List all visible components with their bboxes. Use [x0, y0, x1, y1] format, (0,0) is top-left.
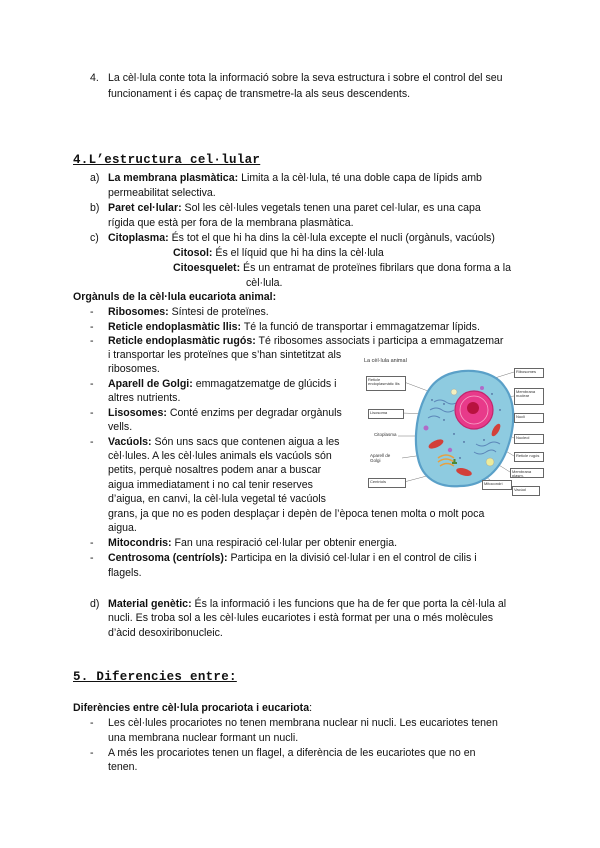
dash-centrosoma: -	[90, 552, 94, 564]
item-b-text: Sol les cèl·lules vegetals tenen una paret cel·lular, es una capa	[181, 202, 481, 214]
callout-nucli: Nucli	[514, 413, 544, 423]
lisosomes-term: Lisosomes:	[108, 407, 167, 419]
section-5-title: 5. Diferencies entre:	[73, 670, 237, 684]
dash-diff-1: -	[90, 717, 94, 729]
dash-lisosomes: -	[90, 407, 94, 419]
diff-1-line-1: Les cèl·lules procariotes no tenen membrana nuclear ni nucli. Les eucariotes tenen	[108, 717, 498, 729]
dash-reticle-llis: -	[90, 321, 94, 333]
section-5-subheading	[73, 701, 312, 716]
mitocondris-text: Fan una respiració cel·lular per obtenir energia.	[171, 537, 398, 549]
reticle-rugos-line-3: ribosomes.	[108, 363, 160, 375]
callout-membrana-plasmatica: Membrana plasm.	[510, 468, 544, 478]
item-a-line-1	[108, 171, 482, 186]
item-d-label: d)	[90, 598, 100, 610]
item-d-term: Material genètic:	[108, 598, 192, 610]
citosol-line	[173, 246, 384, 261]
callout-golgi: Aparell de Golgi	[370, 453, 391, 463]
item-d-text: És la informació i les funcions que ha de fer que porta la cèl·lula al	[191, 598, 507, 610]
centrosoma-term: Centrosoma (centríols):	[108, 552, 228, 564]
citoesquelet-term: Citoesquelet:	[173, 262, 241, 274]
dash-golgi: -	[90, 378, 94, 390]
golgi-line-2: altres nutrients.	[108, 392, 181, 404]
dash-diff-2: -	[90, 747, 94, 759]
diff-2-line-1: A més les procariotes tenen un flagel, a diferència de les eucariotes que no en	[108, 747, 476, 759]
callout-membrana-nuclear: Membrana nuclear	[514, 388, 544, 405]
lisosomes-line-2: vells.	[108, 421, 133, 433]
item-a-term: La membrana plasmàtica:	[108, 172, 239, 184]
organul-golgi	[108, 377, 336, 392]
item-c-term: Citoplasma:	[108, 232, 169, 244]
ribosomes-term: Ribosomes:	[108, 306, 169, 318]
callout-ribosomes: Ribosomes	[514, 368, 544, 378]
centrosoma-text: Participa en la divisió cel·lular i en el control de cilis i	[227, 552, 477, 564]
golgi-text: emmagatzematge de glúcids i	[192, 378, 337, 390]
callout-reticle-llis: Reticle endoplasmàtic llis	[366, 376, 406, 391]
intro-number: 4.	[90, 72, 99, 84]
vacuols-line-3: petits, perquè nosaltres podem anar a buscar	[108, 464, 322, 476]
reticle-llis-term: Reticle endoplasmàtic llis:	[108, 321, 242, 333]
vacuols-line-2: cèl·lules. A les cèl·lules animals els vacúols són	[108, 450, 332, 462]
item-b-line-1	[108, 201, 481, 216]
section-4-title: 4.L’estructura cel·lular	[73, 153, 261, 167]
callout-centriols: Centríols	[368, 478, 406, 488]
item-a-label: a)	[90, 172, 100, 184]
item-c-label: c)	[90, 232, 99, 244]
callout-mitocondri: Mitocondri	[482, 480, 512, 490]
dash-vacuols: -	[90, 436, 94, 448]
vacuols-term: Vacúols:	[108, 436, 152, 448]
callout-nucleol: Nucleol	[514, 434, 544, 444]
dash-ribosomes: -	[90, 306, 94, 318]
reticle-rugos-term: Reticle endoplasmàtic rugós:	[108, 335, 256, 347]
intro-line-1: La cèl·lula conte tota la informació sobre la seva estructura i sobre el control del seu	[108, 72, 503, 84]
organul-reticle-rugos	[108, 334, 503, 349]
subheading-colon: :	[309, 702, 313, 714]
organul-ribosomes	[108, 305, 269, 320]
callout-citoplasma: Citoplasma	[374, 432, 397, 437]
callout-reticle-rugos: Reticle rugós	[514, 452, 544, 462]
reticle-rugos-line-2: i transportar les proteïnes que s’han sintetitzat als	[108, 349, 342, 361]
vacuols-line-4: aigua immediatament i no cal tenir reserves	[108, 479, 313, 491]
item-a-line-2: permeabilitat selectiva.	[108, 187, 216, 199]
item-d-line-2: nucli. Es troba sol a les cèl·lules eucariotes i està format per una o més molècules	[108, 612, 494, 624]
item-b-label: b)	[90, 202, 100, 214]
organul-mitocondris	[108, 536, 397, 551]
citosol-term: Citosol:	[173, 247, 213, 259]
diff-1-line-2: una membrana nuclear formant un nucli.	[108, 732, 299, 744]
organul-reticle-llis	[108, 320, 480, 335]
citoesquelet-line-2: cèl·lula.	[246, 277, 283, 289]
item-b-term: Paret cel·lular:	[108, 202, 182, 214]
citosol-text: És el líquid que hi ha dins la cèl·lula	[212, 247, 384, 259]
vacuols-line-6: grans, ja que no es poden desplaçar i depèn de l’època tenen molta o molt poca	[108, 508, 485, 520]
item-c-line-1	[108, 231, 495, 246]
reticle-rugos-text: Té ribosomes associats i participa a emmagatzemar	[255, 335, 504, 347]
reticle-llis-text: Té la funció de transportar i emmagatzemar lípids.	[241, 321, 480, 333]
vacuols-text: Són uns sacs que contenen aigua a les	[151, 436, 340, 448]
lisosomes-text: Conté enzims per degradar orgànuls	[166, 407, 342, 419]
callout-lisosoma: Lisosoma	[368, 409, 404, 419]
organul-vacuols	[108, 435, 339, 450]
item-d-line-3: d’àcid desoxiribonucleic.	[108, 627, 223, 639]
organul-lisosomes	[108, 406, 342, 421]
ribosomes-text: Síntesi de proteïnes.	[168, 306, 269, 318]
item-b-line-2: rígida que està per fora de la membrana plasmàtica.	[108, 217, 354, 229]
item-c-text: És tot el que hi ha dins la cèl·lula excepte el nucli (orgànuls, vacúols)	[168, 232, 495, 244]
citoesquelet-text: És un entramat de proteïnes fibrilars que dona forma a la	[240, 262, 511, 274]
diagram-caption: La cèl·lula animal	[364, 358, 407, 364]
citoesquelet-line	[173, 261, 511, 276]
item-a-text: Limita a la cèl·lula, té una doble capa de lípids amb	[238, 172, 482, 184]
vacuols-line-5: d’aigua, en canvi, la cèl·lula vegetal té vacúols	[108, 493, 326, 505]
diff-2-line-2: tenen.	[108, 761, 138, 773]
intro-line-2: funcionament i és capaç de transmetre-la als seus descendents.	[108, 88, 411, 100]
item-d-line-1	[108, 597, 506, 612]
organul-centrosoma	[108, 551, 477, 566]
callout-vacuol: Vacúol	[512, 486, 540, 496]
mitocondris-term: Mitocondris:	[108, 537, 172, 549]
animal-cell-diagram	[364, 358, 542, 500]
vacuols-line-7: aigua.	[108, 522, 137, 534]
organuls-heading: Orgànuls de la cèl·lula eucariota animal:	[73, 291, 277, 303]
subheading-text: Diferències entre cèl·lula procariota i eucariota	[73, 702, 310, 714]
dash-mitocondris: -	[90, 537, 94, 549]
dash-reticle-rugos: -	[90, 335, 94, 347]
golgi-term: Aparell de Golgi:	[108, 378, 193, 390]
centrosoma-line-2: flagels.	[108, 567, 142, 579]
